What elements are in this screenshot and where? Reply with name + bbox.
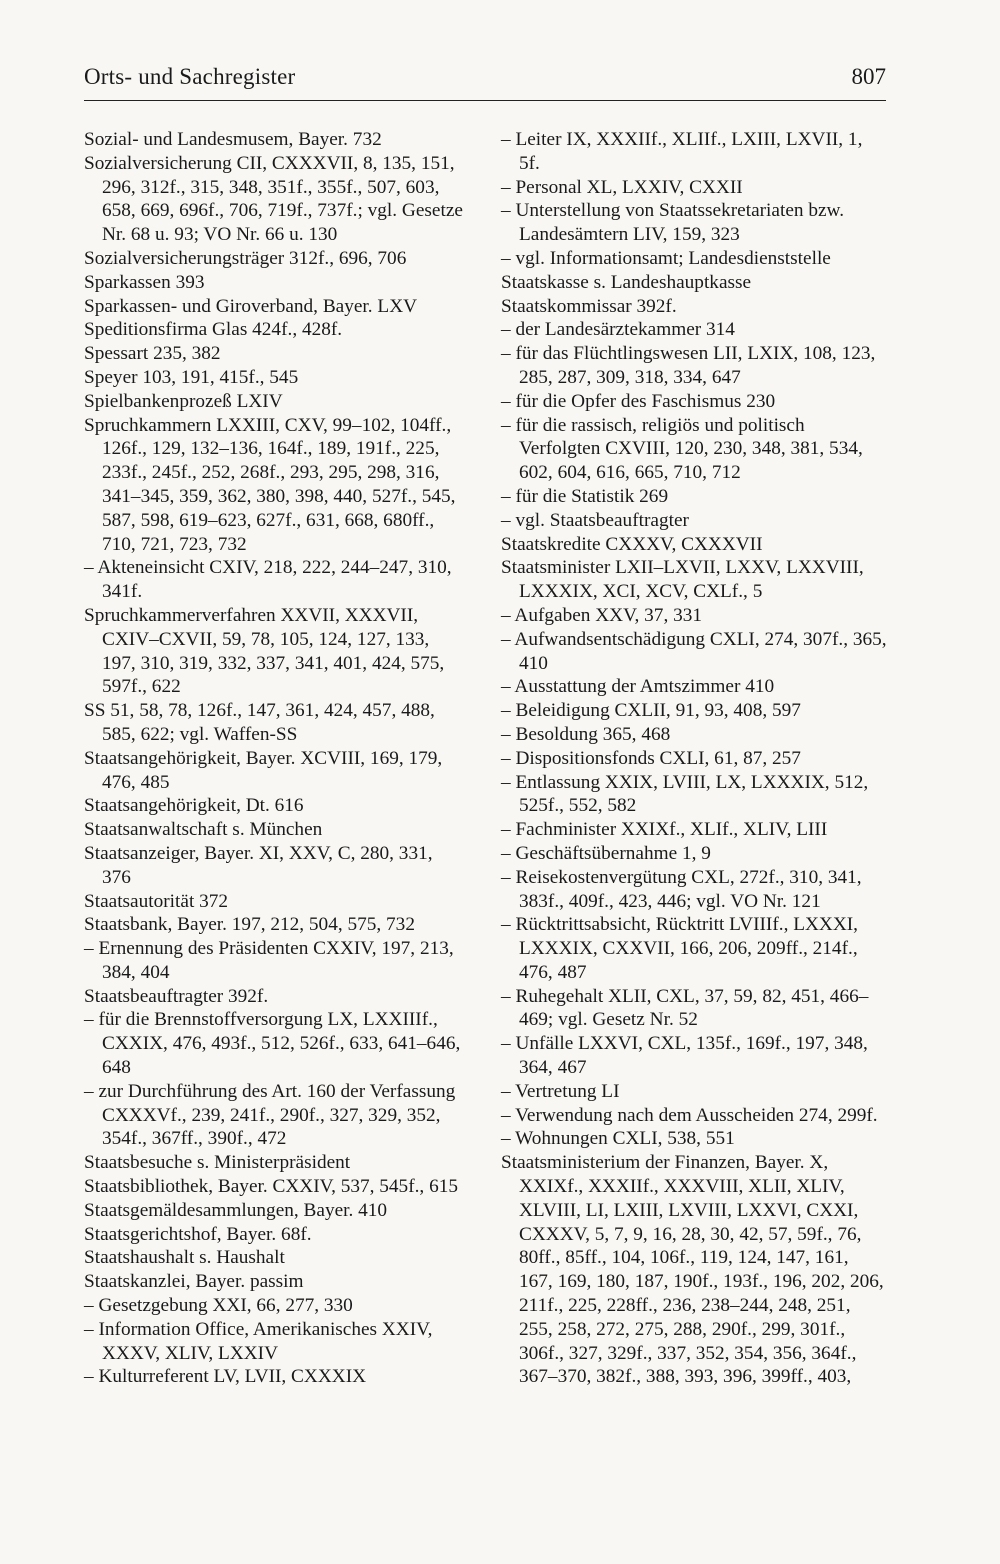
index-entry: – für die Statistik 269 bbox=[501, 485, 669, 507]
index-entry: Staatshaushalt s. Haushalt bbox=[84, 1247, 285, 1269]
index-entry: – Wohnungen CXLI, 538, 551 bbox=[501, 1128, 735, 1150]
index-entry: Spessart 235, 382 bbox=[84, 343, 221, 365]
index-entry: Staatsangehörigkeit, Dt. 616 bbox=[84, 795, 304, 817]
index-entry: – Reisekostenvergütung CXL, 272f., 310, 341, 383f., 409f., 423, 446; vgl. VO Nr. 121 bbox=[501, 866, 862, 912]
index-entry: – für das Flüchtlingswesen LII, LXIX, 108, 123, 285, 287, 309, 318, 334, 647 bbox=[501, 343, 876, 388]
index-entry: Sozialversicherung CII, CXXXVII, 8, 135, 151, 296, 312f., 315, 348, 351f., 355f., 507, 603, 658, 669, 696f., 706, 719f., 737f.; vgl. Gesetze Nr. 68 u. 93; VO Nr. 66 u. 130 bbox=[84, 152, 463, 246]
index-entry: Sozialversicherungsträger 312f., 696, 706 bbox=[84, 247, 407, 269]
index-entry: – Unfälle LXXVI, CXL, 135f., 169f., 197, 348, 364, 467 bbox=[501, 1033, 868, 1079]
index-entry: – Ernennung des Präsidenten CXXIV, 197, 213, 384, 404 bbox=[84, 938, 454, 983]
index-entry: Spielbankenprozeß LXIV bbox=[84, 390, 283, 412]
index-entry: Staatsautorität 372 bbox=[84, 890, 229, 912]
index-entry: – für die rassisch, religiös und politisch Verfolgten CXVIII, 120, 230, 348, 381, 534, 602, 604, 616, 665, 710, 712 bbox=[501, 414, 863, 484]
index-entry: – Kulturreferent LV, LVII, CXXXIX bbox=[84, 1366, 367, 1388]
index-entry: Staatsbesuche s. Ministerpräsident bbox=[84, 1152, 351, 1174]
index-entry: Sparkassen- und Giroverband, Bayer. LXV bbox=[84, 295, 418, 317]
index-entry: Spruchkammern LXXIII, CXV, 99–102, 104ff., 126f., 129, 132–136, 164f., 189, 191f., 225, 233f., 245f., 252, 268f., 293, 295, 298, 316, 341–345, 359, 362, 380, 398, 440, 527f., 545, 587, 598, 619–623, 627f., 631, 668, 680ff., 710, 721, 723, 732 bbox=[84, 414, 456, 555]
index-entry: – Aufgaben XXV, 37, 331 bbox=[501, 604, 703, 626]
index-entry: – Dispositionsfonds CXLI, 61, 87, 257 bbox=[501, 747, 801, 769]
index-entry: – Unterstellung von Staatssekretariaten bzw. Landesämtern LIV, 159, 323 bbox=[501, 200, 845, 246]
index-entry: Staatsbeauftragter 392f. bbox=[84, 985, 269, 1007]
index-entry: Sparkassen 393 bbox=[84, 271, 205, 293]
index-entry: Staatsbank, Bayer. 197, 212, 504, 575, 732 bbox=[84, 914, 415, 936]
index-entry: – vgl. Informationsamt; Landesdienststelle bbox=[501, 247, 831, 269]
index-entry: Staatskanzlei, Bayer. passim bbox=[84, 1271, 304, 1293]
index-entry: Speditionsfirma Glas 424f., 428f. bbox=[84, 319, 343, 341]
index-entry: Staatsgerichtshof, Bayer. 68f. bbox=[84, 1223, 312, 1245]
index-entry: Staatskasse s. Landeshauptkasse bbox=[501, 271, 752, 293]
index-entry: Staatsminister LXII–LXVII, LXXV, LXXVIII, LXXXIX, XCI, XCV, CXLf., 5 bbox=[501, 557, 864, 603]
index-entry: – Entlassung XXIX, LVIII, LX, LXXXIX, 512, 525f., 552, 582 bbox=[501, 771, 869, 817]
index-entry: – Gesetzgebung XXI, 66, 277, 330 bbox=[84, 1295, 353, 1317]
index-entry: – Rücktrittsabsicht, Rücktritt LVIIIf., LXXXI, LXXXIX, CXXVII, 166, 206, 209ff., 214f., 476, 487 bbox=[501, 914, 859, 983]
index-entry: Speyer 103, 191, 415f., 545 bbox=[84, 366, 299, 388]
index-entry: – Akteneinsicht CXIV, 218, 222, 244–247, 310, 341f. bbox=[84, 557, 452, 603]
index-entry: Sozial- und Landesmusem, Bayer. 732 bbox=[84, 129, 382, 150]
index-entry: – Aufwandsentschädigung CXLI, 274, 307f., 365, 410 bbox=[501, 628, 887, 674]
index-entry: – Leiter IX, XXXIIf., XLIIf., LXIII, LXVII, 1, 5f. bbox=[501, 129, 863, 174]
index-entry: – vgl. Staatsbeauftragter bbox=[501, 509, 689, 531]
index-entry: Staatsgemäldesammlungen, Bayer. 410 bbox=[84, 1199, 388, 1221]
index-entry: Staatsanzeiger, Bayer. XI, XXV, C, 280, 331, 376 bbox=[84, 842, 433, 888]
index-entry: – zur Durchführung des Art. 160 der Verfassung CXXXVf., 239, 241f., 290f., 327, 329, 352, 354f., 367ff., 390f., 472 bbox=[84, 1080, 456, 1150]
index-entry: – Verwendung nach dem Ausscheiden 274, 299f. bbox=[501, 1104, 878, 1126]
index-entry: – für die Opfer des Faschismus 230 bbox=[501, 390, 776, 412]
index-entry: Staatsangehörigkeit, Bayer. XCVIII, 169, 179, 476, 485 bbox=[84, 747, 443, 793]
index-entry: – Vertretung LI bbox=[501, 1080, 620, 1102]
index-entry: – Besoldung 365, 468 bbox=[501, 723, 671, 745]
index-entry: – Beleidigung CXLII, 91, 93, 408, 597 bbox=[501, 700, 801, 722]
index-entry: – Fachminister XXIXf., XLIf., XLIV, LIII bbox=[501, 819, 828, 841]
index-entry: – der Landesärztekammer 314 bbox=[501, 319, 735, 341]
header-rule bbox=[84, 100, 886, 101]
index-entry: Staatsanwaltschaft s. München bbox=[84, 819, 323, 841]
page-number: 807 bbox=[851, 64, 886, 89]
index-column-left bbox=[84, 128, 464, 1389]
running-title: Orts- und Sachregister bbox=[84, 64, 296, 89]
index-entry: Staatsministerium der Finanzen, Bayer. X, XXIXf., XXXIIf., XXXVIII, XLII, XLIV, XLVIII, LI, LXIII, LXVIII, LXXVI, CXXI, CXXXV, 5, 7, 9, 16, 28, 30, 42, 57, 59f., 76, 80ff., 85ff., 104, 106f., 119, 124, 147, 161, 167, 169, 180, 187, 190f., 193f., 196, 202, 206, 211f., 225, 228ff., 236, 238–244, 248, 251, 255, 258, 272, 275, 288, 290f., 299, 301f., 306f., 327, 329f., 337, 352, 354, 356, 364f., 367–370, 382f., 388, 393, 396, 399ff., 403, bbox=[501, 1152, 884, 1388]
index-entry: – Ruhegehalt XLII, CXL, 37, 59, 82, 451, 466–469; vgl. Gesetz Nr. 52 bbox=[501, 985, 869, 1031]
page-header bbox=[84, 62, 886, 98]
index-entry: – Information Office, Amerikanisches XXIV, XXXV, XLIV, LXXIV bbox=[84, 1318, 433, 1364]
index-entry: Spruchkammerverfahren XXVII, XXXVII, CXIV–CXVII, 59, 78, 105, 124, 127, 133, 197, 310, 319, 332, 337, 341, 401, 424, 575, 597f., 622 bbox=[84, 604, 445, 698]
index-entry: SS 51, 58, 78, 126f., 147, 361, 424, 457, 488, 585, 622; vgl. Waffen-SS bbox=[84, 700, 435, 745]
index-entry: Staatsbibliothek, Bayer. CXXIV, 537, 545f., 615 bbox=[84, 1176, 458, 1198]
index-entry: Staatskommissar 392f. bbox=[501, 295, 677, 317]
index-entry: – Ausstattung der Amtszimmer 410 bbox=[501, 676, 775, 698]
index-entry: Staatskredite CXXXV, CXXXVII bbox=[501, 533, 763, 555]
index-entry: – für die Brennstoffversorgung LX, LXXIIIf., CXXIX, 476, 493f., 512, 526f., 633, 641–646, 648 bbox=[84, 1009, 461, 1079]
index-column-right bbox=[501, 128, 887, 1389]
index-entry: – Geschäftsübernahme 1, 9 bbox=[501, 842, 711, 864]
index-entry: – Personal XL, LXXIV, CXXII bbox=[501, 176, 743, 198]
